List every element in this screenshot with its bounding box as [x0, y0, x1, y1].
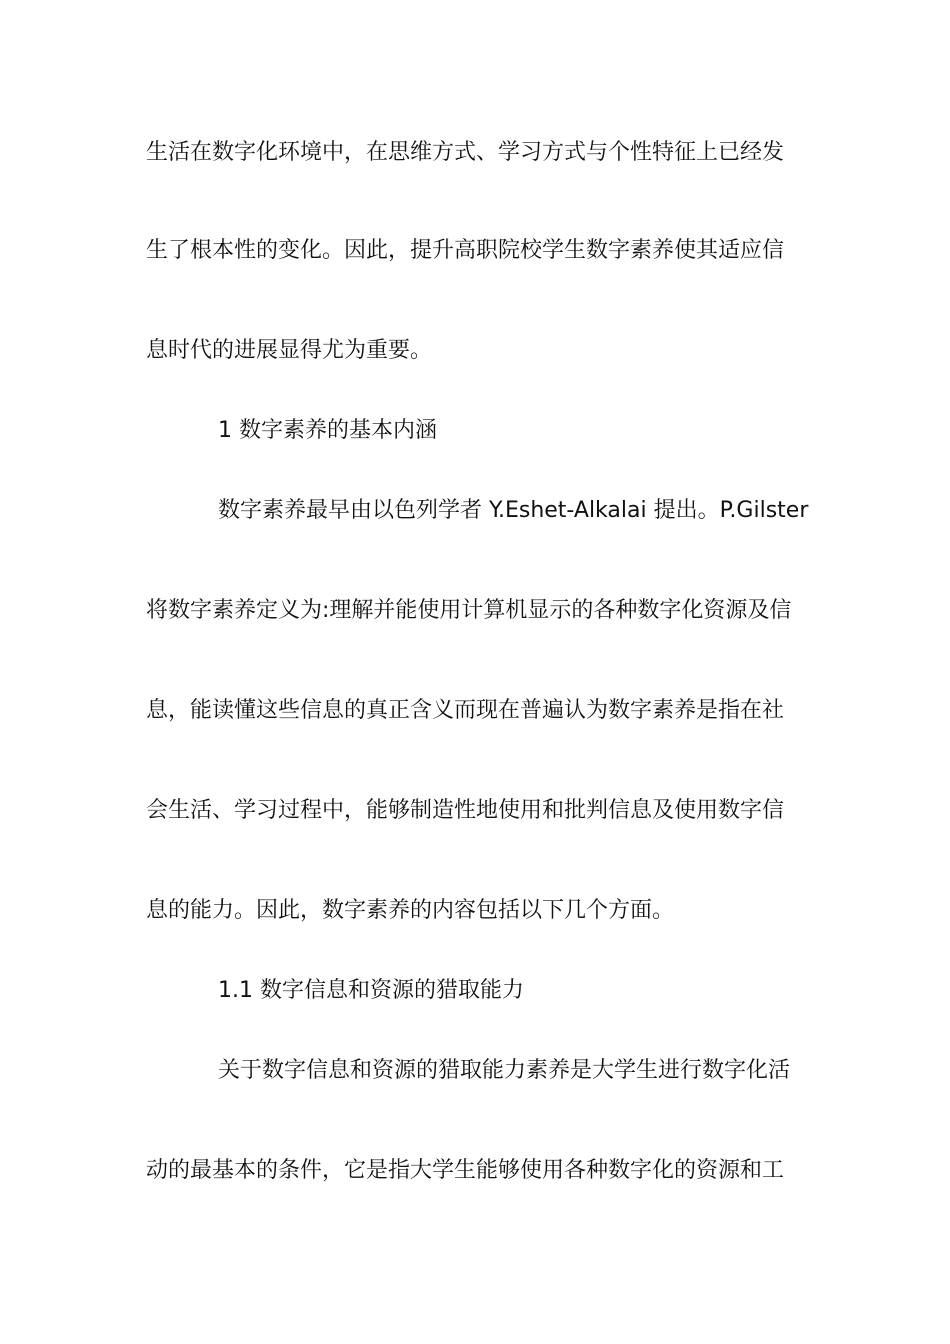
paragraph-line: 息，能读懂这些信息的真正含义而现在普遍认为数字素养是指在社 [146, 698, 785, 723]
paragraph-line: 息时代的进展显得尤为重要。 [146, 338, 433, 363]
paragraph-line: 将数字素养定义为:理解并能使用计算机显示的各种数字化资源及信 [146, 598, 792, 623]
paragraph-line: 会生活、学习过程中，能够制造性地使用和批判信息及使用数字信 [146, 798, 785, 823]
paragraph-line: 生活在数字化环境中，在思维方式、学习方式与个性特征上已经发 [146, 140, 785, 165]
paragraph-line: 关于数字信息和资源的猎取能力素养是大学生进行数字化活 [218, 1058, 791, 1083]
paragraph-line: 息的能力。因此，数字素养的内容包括以下几个方面。 [146, 898, 675, 923]
section-heading: 1 数字素养的基本内涵 [218, 418, 437, 443]
paragraph-line: 生了根本性的变化。因此，提升高职院校学生数字素养使其适应信 [146, 238, 785, 263]
paragraph-line: 动的最基本的条件，它是指大学生能够使用各种数字化的资源和工 [146, 1158, 785, 1183]
paragraph-line: 数字素养最早由以色列学者 Y.Eshet-Alkalai 提出。P.Gilster [218, 498, 809, 523]
subsection-heading: 1.1 数字信息和资源的猎取能力 [218, 978, 524, 1003]
